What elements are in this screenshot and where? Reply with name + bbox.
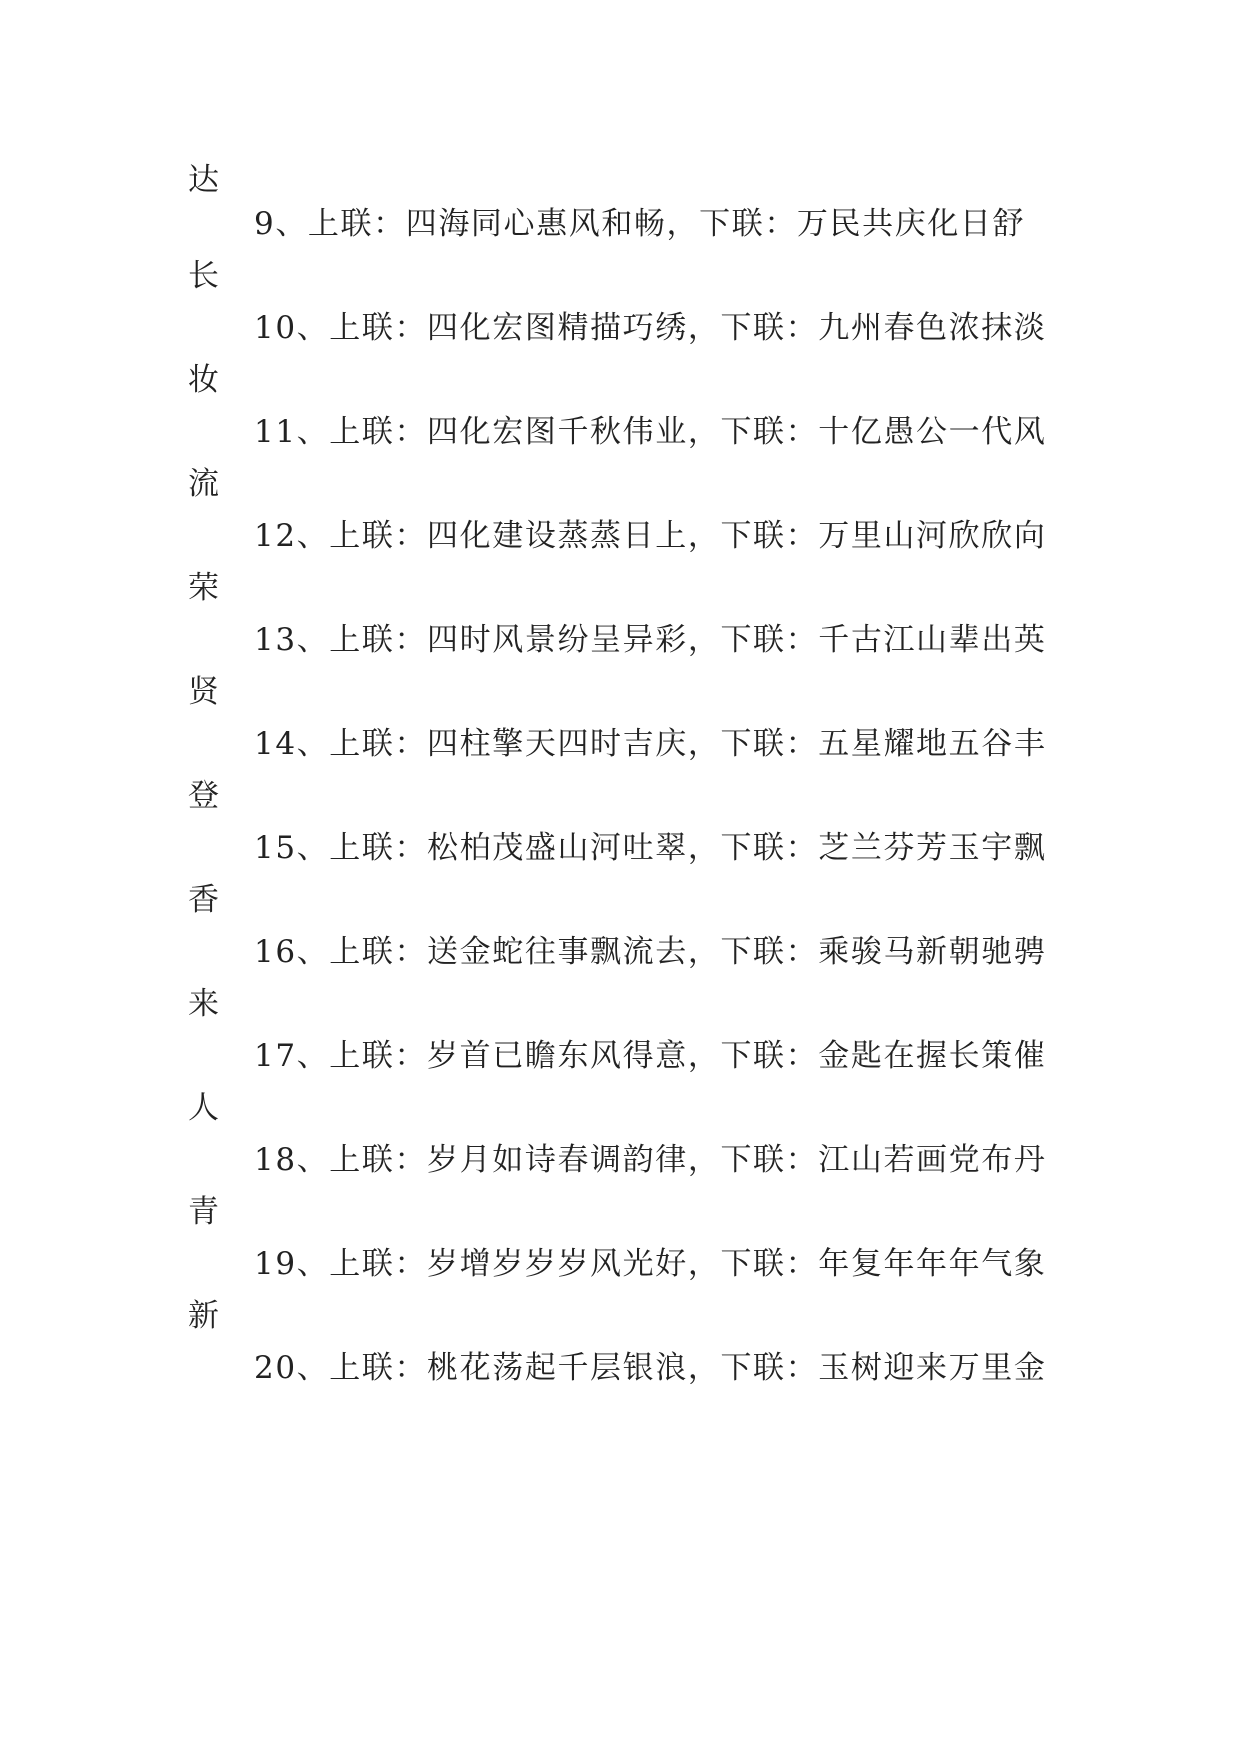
couplet-20: 20、上联：桃花荡起千层银浪，下联：玉树迎来万里金 — [254, 1350, 1047, 1386]
couplet-9-wrap: 长 — [188, 258, 221, 294]
couplet-15-wrap: 香 — [188, 882, 221, 918]
couplet-18: 18、上联：岁月如诗春调韵律，下联：江山若画党布丹 — [254, 1142, 1047, 1178]
couplet-10: 10、上联：四化宏图精描巧绣，下联：九州春色浓抹淡 — [254, 310, 1047, 346]
couplet-11-wrap: 流 — [188, 466, 221, 502]
couplet-13: 13、上联：四时风景纷呈异彩，下联：千古江山辈出英 — [254, 622, 1047, 658]
couplet-19: 19、上联：岁增岁岁岁风光好，下联：年复年年年气象 — [254, 1246, 1047, 1282]
couplet-14-wrap: 登 — [188, 778, 221, 814]
couplet-17: 17、上联：岁首已瞻东风得意，下联：金匙在握长策催 — [254, 1038, 1047, 1074]
couplet-18-wrap: 青 — [188, 1194, 221, 1230]
leading-fragment: 达 — [188, 162, 221, 198]
couplet-12-wrap: 荣 — [188, 570, 221, 606]
couplet-11: 11、上联：四化宏图千秋伟业，下联：十亿愚公一代风 — [254, 414, 1047, 450]
couplet-12: 12、上联：四化建设蒸蒸日上，下联：万里山河欣欣向 — [254, 518, 1047, 554]
couplet-13-wrap: 贤 — [188, 674, 221, 710]
couplet-10-wrap: 妆 — [188, 362, 221, 398]
couplet-9: 9、上联：四海同心惠风和畅，下联：万民共庆化日舒 — [254, 206, 1026, 242]
couplet-16-wrap: 来 — [188, 986, 221, 1022]
couplet-15: 15、上联：松柏茂盛山河吐翠，下联：芝兰芬芳玉宇飘 — [254, 830, 1047, 866]
couplet-16: 16、上联：送金蛇往事飘流去，下联：乘骏马新朝驰骋 — [254, 934, 1047, 970]
couplet-19-wrap: 新 — [188, 1298, 221, 1334]
couplet-17-wrap: 人 — [188, 1090, 221, 1126]
couplet-14: 14、上联：四柱擎天四时吉庆，下联：五星耀地五谷丰 — [254, 726, 1047, 762]
